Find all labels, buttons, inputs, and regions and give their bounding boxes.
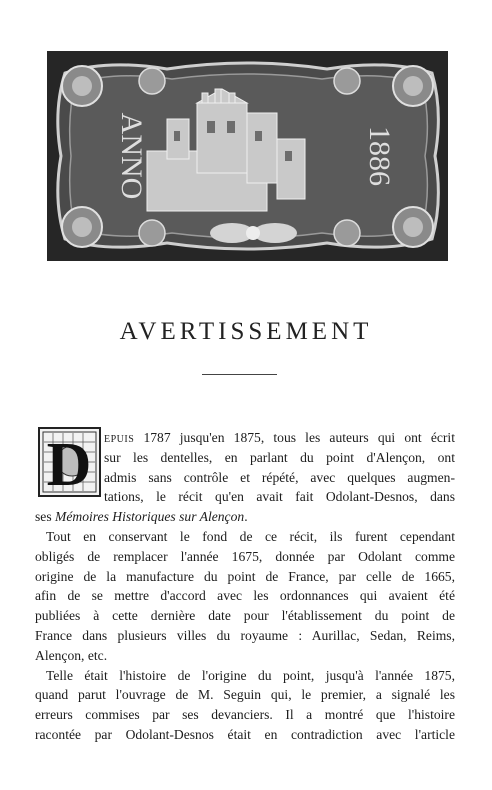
text-line: ses Mémoires Historiques sur Alençon. (35, 509, 248, 525)
text-line: Telle était l'histoire de l'origine du point, jusqu'à l'année 1875, (46, 667, 455, 683)
lace-illustration-plate (47, 51, 448, 261)
text-line: France dans plusieurs villes du royaume : Aurillac, Sedan, Reims, (35, 627, 455, 643)
text-line: epuis 1787 jusqu'en 1875, tous les auteurs qui ont écrit (104, 430, 455, 445)
text-line: origine de la manufacture du point de France, par celle de 1665, (35, 568, 455, 584)
paragraph-2 (35, 527, 455, 666)
body-text (35, 428, 455, 745)
text-line: racontée par Odolant-Desnos était en contradiction avec l'article (35, 726, 455, 742)
text-line: Alençon, etc. (35, 647, 108, 663)
text-line: obligés de remplacer l'année 1675, donnée par Odolant comme (35, 548, 455, 564)
paragraph-3 (35, 666, 455, 745)
plate-right-text: 1886 (363, 126, 396, 186)
text-line-part: epuis (104, 430, 135, 445)
title-divider (202, 374, 277, 375)
text-line: tations, le récit qu'en avait fait Odolant-Desnos, dans (104, 489, 455, 505)
text-line: publiées à cette dernière date pour l'établissement du point de (35, 608, 455, 624)
page-title: AVERTISSEMENT (119, 318, 373, 345)
plate-left-text: ANNO (115, 112, 148, 200)
dropcap-letter: D (46, 431, 92, 497)
text-line: erreurs commises par ses devanciers. Il a montré que l'histoire (35, 707, 455, 723)
text-line: quand parut l'ouvrage de M. Seguin qui, le premier, a signalé les (35, 687, 455, 703)
text-line: sur les dentelles, en parlant du point d'Alençon, ont (104, 449, 455, 465)
text-line: admis sans contrôle et répété, avec quelques augmen- (104, 469, 455, 485)
text-line: Tout en conservant le fond de ce récit, ils furent cependant (46, 528, 455, 544)
text-line: afin de se mettre d'accord avec les ordonnances qui avaient été (35, 588, 455, 604)
paragraph-1 (35, 428, 455, 527)
